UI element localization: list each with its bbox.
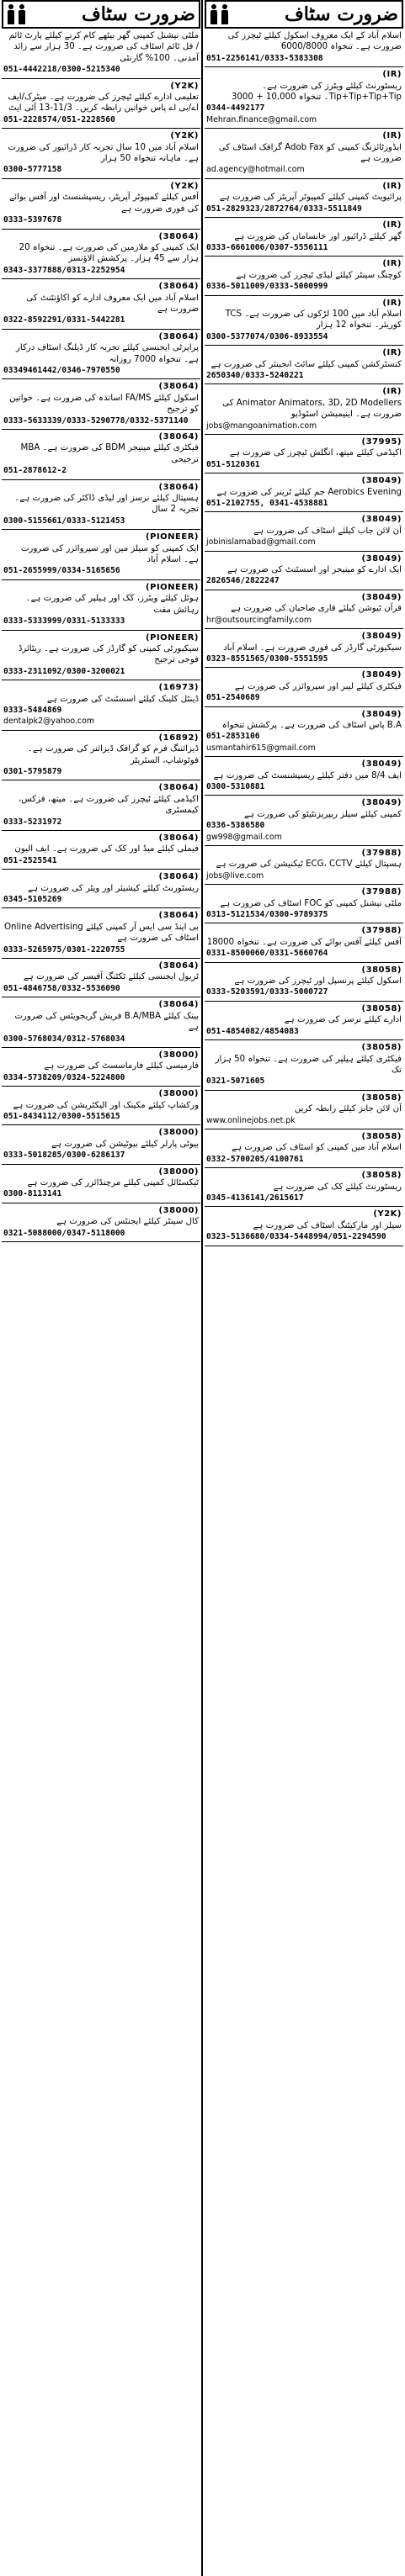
ad-text: ریسٹورنٹ کیلئے ویٹرز کی ضرورت ہے۔ Tip+Tip+Tip+Tip۔ تنخواہ 10,000 + 3000 (231, 81, 402, 103)
ad-text: ڈینٹل کلینک کیلئے اسسٹنٹ کی ضرورت ہے (46, 694, 199, 704)
ad-text: کمپنی کیلئے سیلز ریپریزنٹیٹو کی ضرورت ہے (244, 809, 402, 819)
ad-text: ایف 8/4 میں دفتر کیلئے ریسپشنسٹ کی ضرورت ہے (213, 770, 402, 780)
ad-phone: 0345-4136141/2615617 (206, 1193, 304, 1203)
ad-reference-code: (37988) (361, 887, 402, 897)
ad-reference-code: (38049) (361, 759, 402, 770)
ad-reference-code: (38058) (361, 1043, 402, 1053)
ad-reference-code: (38058) (361, 1131, 402, 1141)
ad-reference-code: (38058) (361, 1092, 402, 1103)
ad-phone: 0333-5265975/0301-2220755 (3, 944, 125, 955)
ad-phone: 0331-8500060/0331-5660764 (206, 949, 328, 959)
classified-ad (2, 908, 200, 959)
left-column (2, 0, 200, 2576)
ad-phone: 051-4442218/0300-5215340 (3, 65, 120, 75)
ad-reference-code: (38049) (361, 476, 402, 486)
ad-text: آفس کیلئے کمپیوٹر آپریٹر، ریسپشنسٹ اور آفس بوائے کی فوری ضرورت ہے (9, 193, 199, 214)
ad-reference-code: (38049) (361, 670, 402, 680)
ad-text: سیکیورٹی کمپنی کو گارڈز کی ضرورت ہے۔ ریٹائرڈ فوجی ترجیح (18, 643, 199, 665)
ad-phone: 03349461442/0346-7970550 (3, 365, 120, 375)
ad-text: ورکشاپ کیلئے مکینک اور الیکٹریشن کی ضرورت ہے (13, 1100, 199, 1110)
right-banner (205, 0, 403, 29)
ad-phone: 2826546/2822247 (206, 576, 280, 586)
ad-email: dentalpk2@yahoo.com (3, 717, 94, 727)
staff-figures-icon (210, 4, 229, 24)
ad-text: اسکول کیلئے FA/MS اساتذہ کی ضرورت ہے۔ خواتین کو ترجیح (9, 393, 199, 415)
ad-reference-code: (38064) (158, 382, 199, 392)
classified-ad (205, 923, 403, 962)
classified-ad (205, 1129, 403, 1168)
ad-phone: 051-2540689 (206, 693, 260, 703)
ad-text: پرائیویٹ کمپنی کیلئے کمپیوٹر آپریٹر کی ضرورت ہے (219, 193, 402, 203)
ad-text: فیملی کیلئے میڈ اور کک کی ضرورت ہے۔ ایف الیون (14, 844, 199, 854)
ad-phone: 0333-5633339/0333-5290778/0332-5371140 (3, 415, 189, 426)
classified-ad (205, 668, 403, 706)
classified-ad (2, 179, 200, 230)
ad-email: jobinislamabad@gmail.com (206, 537, 316, 547)
classified-ad (205, 757, 403, 796)
ad-reference-code: (38064) (158, 1000, 199, 1010)
classified-ad (205, 296, 403, 346)
ad-reference-code: (IR) (382, 181, 402, 191)
ad-phone: 0300-5155661/0333-5121453 (3, 516, 125, 526)
ad-text: B.A پاس اسٹاف کی ضرورت ہے۔ پرکشش تنخواہ (221, 720, 402, 730)
classified-ad (2, 530, 200, 580)
ad-text: تعلیمی ادارے کیلئے ٹیچرز کی ضرورت ہے۔ میٹرک/ایف اے/بی اے پاس خواتین رابطہ کریں۔ 11/3-13 آئی ایٹ (8, 93, 199, 114)
ad-text: ہسپتال کیلئے ECG، CCTV ٹیکنیشن کی ضرورت ہے (216, 860, 402, 870)
ad-reference-code: (38064) (158, 331, 199, 341)
ad-reference-code: (38049) (361, 632, 402, 642)
ad-text: آفس کیلئے آفس بوائے کی ضرورت ہے۔ تنخواہ 18000 (206, 937, 402, 947)
ad-reference-code: (38064) (158, 783, 199, 793)
ad-text: اکیڈمی کیلئے ٹیچرز کی ضرورت ہے۔ میتھ، فزکس، کیمسٹری (19, 794, 199, 816)
ad-phone: 051-2228574/051-2228560 (3, 114, 115, 124)
ad-phone: 0333-5231972 (3, 817, 62, 827)
ad-reference-code: (38058) (361, 965, 402, 975)
ad-reference-code: (IR) (382, 220, 402, 230)
ad-phone: 051-2829323/2872764/0333-5511849 (206, 204, 362, 214)
ad-reference-code: (38000) (158, 1205, 199, 1215)
ad-text: ایک کمپنی کو ملازمین کی ضرورت ہے۔ تنخواہ 20 ہزار سے 45 ہزار۔ پرکشش الاؤنسز (19, 242, 199, 264)
ad-reference-code: (PIONEER) (146, 582, 199, 592)
ad-email: jobs@mangoanimation.com (206, 421, 317, 431)
ad-reference-code: (38049) (361, 553, 402, 563)
classified-ad (205, 629, 403, 668)
ad-text: کوچنگ سینٹر کیلئے لیڈی ٹیچرز کی ضرورت ہے (236, 270, 402, 280)
ad-reference-code: (38064) (158, 432, 199, 442)
ad-reference-code: (38058) (361, 1003, 402, 1013)
ad-text: اسکول کیلئے پرنسپل اور ٹیچرز کی ضرورت ہے (234, 976, 402, 986)
ad-text: Animator Animators, 3D, 2D Modellers کی ضرورت ہے۔ اینیمیشن اسٹوڈیو (222, 398, 402, 420)
left-banner (2, 0, 200, 29)
classified-ad (2, 831, 200, 870)
classified-ad (205, 963, 403, 1002)
ad-email: ad.agency@hotmail.com (206, 165, 305, 175)
ad-phone: 051-2853106 (206, 732, 260, 742)
ad-reference-code: (IR) (382, 298, 402, 308)
ad-text: سیلز اور مارکیٹنگ اسٹاف کی ضرورت ہے (253, 1220, 402, 1230)
ad-phone: 0300-5768034/0312-5768034 (3, 1034, 125, 1044)
ad-phone: 0323-5136680/0334-5448994/051-2294590 (206, 1232, 386, 1242)
ad-text: آن لائن جاب کیلئے اسٹاف کی ضرورت ہے (253, 526, 402, 536)
ad-phone: 0300-5310881 (206, 781, 265, 791)
ad-reference-code: (37995) (361, 437, 402, 447)
ad-text: اسلام آباد میں کمپنی کو اسٹاف کی ضرورت ہے (232, 1143, 402, 1153)
classified-ad (2, 1165, 200, 1203)
ad-text: کال سینٹر کیلئے ایجنٹس کی ضرورت ہے (56, 1217, 199, 1227)
ad-reference-code: (38049) (361, 592, 402, 602)
ad-reference-code: (PIONEER) (146, 632, 199, 643)
ad-text: ایڈورٹائزنگ کمپنی کو Adob Fax گرافک اسٹاف کی ضرورت ہے (218, 142, 402, 164)
classified-ad (205, 435, 403, 473)
left-ad-list (2, 29, 200, 1242)
ad-phone: 0321-5088000/0347-5118000 (3, 1228, 125, 1238)
ad-text: اسلام آباد کے ایک معروف اسکول کیلئے ٹیچرز کی ضرورت ہے۔ تنخواہ 6000/8000 (227, 31, 402, 52)
ad-reference-code: (Y2K) (170, 131, 199, 141)
classified-ad (205, 1040, 403, 1091)
ad-text: ہوٹل کیلئے ویٹرز، کک اور ہیلپر کی ضرورت ہے۔ رہائش مفت (25, 594, 199, 615)
ad-phone: 051-4846758/0332-5536090 (3, 983, 120, 993)
ad-text: اکیڈمی کیلئے میتھ، انگلش ٹیچرز کی ضرورت ہے (229, 448, 402, 458)
ad-reference-code: (38000) (158, 1089, 199, 1099)
ad-text: ریسٹورنٹ کیلئے کک کی ضرورت ہے (273, 1182, 402, 1192)
classified-ad (2, 631, 200, 681)
ad-reference-code: (38058) (361, 1171, 402, 1181)
ad-text: فیکٹری کیلئے مینیجر BDM کی ضرورت ہے۔ MBA ترجیحی (20, 443, 199, 464)
section-title: ضرورت سٹاف (284, 3, 398, 25)
ad-phone: 0333-5397678 (3, 215, 62, 225)
ad-reference-code: (38049) (361, 709, 402, 719)
ad-reference-code: (38064) (158, 833, 199, 843)
ad-phone: 2650340/0333-5240221 (206, 370, 304, 380)
ad-reference-code: (16892) (158, 733, 199, 743)
ad-reference-code: (38049) (361, 798, 402, 808)
classified-ad (205, 1002, 403, 1040)
ad-phone: 0333-5484869 (3, 705, 62, 715)
classified-ad (2, 129, 200, 179)
column-divider (201, 0, 203, 2576)
ad-phone: 051-2878612-2 (3, 466, 67, 476)
ad-text: ادارے کیلئے نرسز کی ضرورت ہے (284, 1015, 402, 1025)
ad-text: ایک ادارے کو مینیجر اور اسسٹنٹ کی ضرورت ہے (226, 565, 402, 575)
ad-reference-code: (IR) (382, 387, 402, 397)
classified-ad (2, 379, 200, 430)
ad-text: ملٹی نیشنل کمپنی گھر بیٹھے کام کرنے کیلئے پارٹ ٹائم / فل ٹائم اسٹاف کی ضرورت ہے۔ 30 ہزار سے زائد آمدنی۔ 100% گارنٹی (8, 31, 199, 63)
ad-phone: 0323-8551565/0300-5551595 (206, 653, 328, 664)
ad-email: hr@outsourcingfamily.com (206, 615, 312, 625)
ad-reference-code: (Y2K) (170, 81, 199, 91)
ad-phone: 051-8434112/0300-5515615 (3, 1111, 120, 1121)
ad-text: سیکیورٹی گارڈز کی فوری ضرورت ہے۔ اسلام آباد (223, 643, 402, 653)
ad-text: ہسپتال کیلئے نرسز اور لیڈی ڈاکٹر کی ضرورت ہے۔ تجربہ 2 سال (14, 494, 199, 515)
right-column (205, 0, 403, 2576)
ad-email: Mehran.finance@gmail.com (206, 114, 317, 124)
ad-reference-code: (16973) (158, 683, 199, 693)
classified-ad (205, 473, 403, 512)
ad-reference-code: (38064) (158, 282, 199, 292)
ad-reference-code: (37988) (361, 926, 402, 936)
ad-email: jobs@live.com (206, 870, 264, 881)
classified-ad (205, 29, 403, 67)
section-title: ضرورت سٹاف (81, 3, 195, 25)
classified-ad (2, 480, 200, 531)
classified-ad (2, 997, 200, 1048)
classified-ad (2, 79, 200, 130)
ad-phone: 051-2102755, 0341-4538881 (206, 499, 328, 509)
ad-text: اسلام آباد میں 10 سال تجربہ کار ڈرائیور کی ضرورت ہے۔ ماہانہ تنخواہ 50 ہزار (8, 142, 199, 164)
classified-ad (205, 346, 403, 384)
ad-phone: 0336-5011009/0333-5000999 (206, 282, 328, 292)
ad-text: فارمیسی کیلئے فارماسسٹ کی ضرورت ہے (44, 1061, 199, 1071)
ad-reference-code: (PIONEER) (146, 532, 199, 542)
ad-text: ایک کمپنی کو سیلز مین اور سپروائزر کی ضرورت ہے۔ اسلام آباد (20, 543, 199, 565)
ad-text: آن لائن جابز کیلئے رابطہ کریں (294, 1104, 402, 1114)
classified-ad (2, 1087, 200, 1125)
ad-phone: 0345-5105269 (3, 895, 62, 905)
classified-ad (2, 870, 200, 908)
ad-reference-code: (38064) (158, 911, 199, 921)
ad-phone: 051-2256141/0333-5383308 (206, 53, 323, 63)
classified-ad (2, 580, 200, 631)
classified-ad (205, 1091, 403, 1129)
ad-phone: 051-2525541 (3, 855, 57, 865)
ad-text: گھر کیلئے ڈرائیور اور خانساماں کی ضرورت ہے (234, 231, 402, 241)
ad-phone: 0333-6661006/0307-5556111 (206, 242, 328, 252)
ad-text: ریسٹورنٹ کیلئے کیشیئر اور ویٹر کی ضرورت ہے (28, 883, 199, 893)
ad-text: فیکٹری کیلئے ہیلپر کی ضرورت ہے۔ تنخواہ 50 ہزار تک (215, 1054, 402, 1075)
ad-reference-code: (IR) (382, 259, 402, 269)
ad-phone: 0322-8592291/0331-5442281 (3, 315, 125, 325)
ad-phone: 051-5120361 (206, 459, 260, 469)
classified-ad (205, 1168, 403, 1207)
classified-ad (2, 959, 200, 997)
ad-email: www.onlinejobs.net.pk (206, 1115, 296, 1125)
ad-phone: 0344-4492177 (206, 103, 265, 114)
ad-reference-code: (38049) (361, 515, 402, 525)
classified-ad (205, 218, 403, 257)
classified-ad (2, 1125, 200, 1164)
ad-reference-code: (38064) (158, 231, 199, 241)
classified-ad (205, 590, 403, 629)
ad-reference-code: (IR) (382, 70, 402, 80)
ad-text: ٹریول ایجنسی کیلئے ٹکٹنگ آفیسر کی ضرورت ہے (23, 972, 199, 982)
ad-phone: 0333-2311092/0300-3200021 (3, 666, 125, 676)
classified-ad (2, 1048, 200, 1087)
ad-reference-code: (38000) (158, 1166, 199, 1177)
ad-phone: 051-2655999/0334-5165656 (3, 566, 120, 576)
classified-ad (2, 1203, 200, 1242)
ad-reference-code: (38064) (158, 482, 199, 492)
ad-text: ڈیزائننگ فرم کو گرافک ڈیزائنر کی ضرورت ہے۔ فوٹوشاپ، السٹریٹر (27, 744, 199, 765)
ad-email: usmantahir615@gmail.com (206, 743, 316, 753)
ad-reference-code: (38064) (158, 961, 199, 971)
classified-ad (2, 680, 200, 731)
ad-reference-code: (Y2K) (373, 1209, 402, 1219)
ad-text: قرآن ٹیوشن کیلئے قاری صاحبان کی ضرورت ہے (231, 604, 402, 614)
ad-text: اسلام آباد میں 100 لڑکوں کی ضرورت ہے۔ TCS کوریئر۔ تنخواہ 12 ہزار (225, 309, 402, 331)
ad-phone: 0333-5018285/0300-6286137 (3, 1150, 125, 1161)
ad-reference-code: (Y2K) (170, 181, 199, 191)
classified-ad (205, 384, 403, 435)
ad-reference-code: (IR) (382, 131, 402, 141)
ad-text: کنسٹرکشن کمپنی کیلئے سائٹ انجینئر کی ضرورت ہے (210, 359, 402, 369)
ad-phone: 0300-5377074/0306-8933554 (206, 331, 328, 341)
ad-phone: 0301-5795879 (3, 766, 62, 776)
ad-phone: 0300-5777158 (3, 165, 62, 175)
classified-ad (205, 885, 403, 923)
ad-text: بینک کیلئے B.A/MBA فریش گریجویٹس کی ضرورت ہے (14, 1011, 199, 1033)
classified-ad (205, 512, 403, 551)
right-ad-list (205, 29, 403, 1246)
ad-text: Aerobics Evening جم کیلئے ٹرینر کی ضرورت ہے (216, 487, 402, 497)
classified-ad (2, 430, 200, 480)
classified-ad (2, 230, 200, 280)
classified-ad (205, 67, 403, 129)
ad-phone: 0334-5738209/0324-5224800 (3, 1072, 125, 1082)
ad-text: فیکٹری کیلئے لیبر اور سپروائزر کی ضرورت ہے (234, 681, 402, 691)
ad-text: ملٹی نیشنل کمپنی کو FOC اسٹاف کی ضرورت ہے (220, 898, 402, 908)
ad-text: بی اینڈ سی ایس آر کمپنی کیلئے Online Advertising اسٹاف کی ضرورت ہے (4, 922, 199, 944)
classified-ad (205, 707, 403, 758)
ad-phone: 0300-8113141 (3, 1189, 62, 1199)
ad-reference-code: (IR) (382, 348, 402, 358)
classified-ad (205, 552, 403, 590)
classified-ad (2, 731, 200, 781)
ad-phone: 0332-5700205/4100761 (206, 1154, 304, 1164)
classified-ad (2, 330, 200, 380)
ad-phone: 051-4854082/4854083 (206, 1026, 299, 1036)
classified-ad (205, 129, 403, 179)
ad-text: ٹیکسٹائل کمپنی کیلئے مرچنڈائزر کی ضرورت ہے (27, 1177, 199, 1187)
classified-ad (205, 796, 403, 846)
ad-text: بیوٹی پارلر کیلئے بیوٹیشن کی ضرورت ہے (51, 1139, 199, 1149)
ad-reference-code: (38000) (158, 1128, 199, 1138)
ad-email: gw998@gmail.com (206, 832, 282, 842)
classified-ad (2, 780, 200, 831)
ad-phone: 0333-5333999/0331-5133333 (3, 616, 125, 627)
classified-ad (205, 1207, 403, 1246)
classified-ad (2, 29, 200, 79)
ad-phone: 0336-5386580 (206, 821, 265, 831)
ad-phone: 0343-3377888/0313-2252954 (3, 265, 125, 275)
ad-reference-code: (37988) (361, 849, 402, 858)
ad-phone: 0333-5203591/0333-5000727 (206, 987, 328, 997)
ad-text: پراپرٹی ایجنسی کیلئے تجربہ کار ڈیلنگ اسٹاف درکار ہے۔ تنخواہ 7000 روزانہ (15, 343, 199, 364)
ad-text: اسلام آباد میں ایک معروف ادارے کو اکاؤنٹنٹ کی ضرورت ہے (26, 293, 199, 314)
classified-ad (2, 279, 200, 330)
ad-phone: 0321-5071605 (206, 1076, 265, 1087)
classified-ad (205, 179, 403, 218)
ad-reference-code: (38000) (158, 1050, 199, 1060)
classified-ad (205, 257, 403, 295)
ad-reference-code: (38064) (158, 872, 199, 882)
ad-phone: 0313-5121534/0300-9789375 (206, 910, 328, 920)
staff-figures-icon (7, 4, 26, 24)
classified-ad (205, 846, 403, 885)
